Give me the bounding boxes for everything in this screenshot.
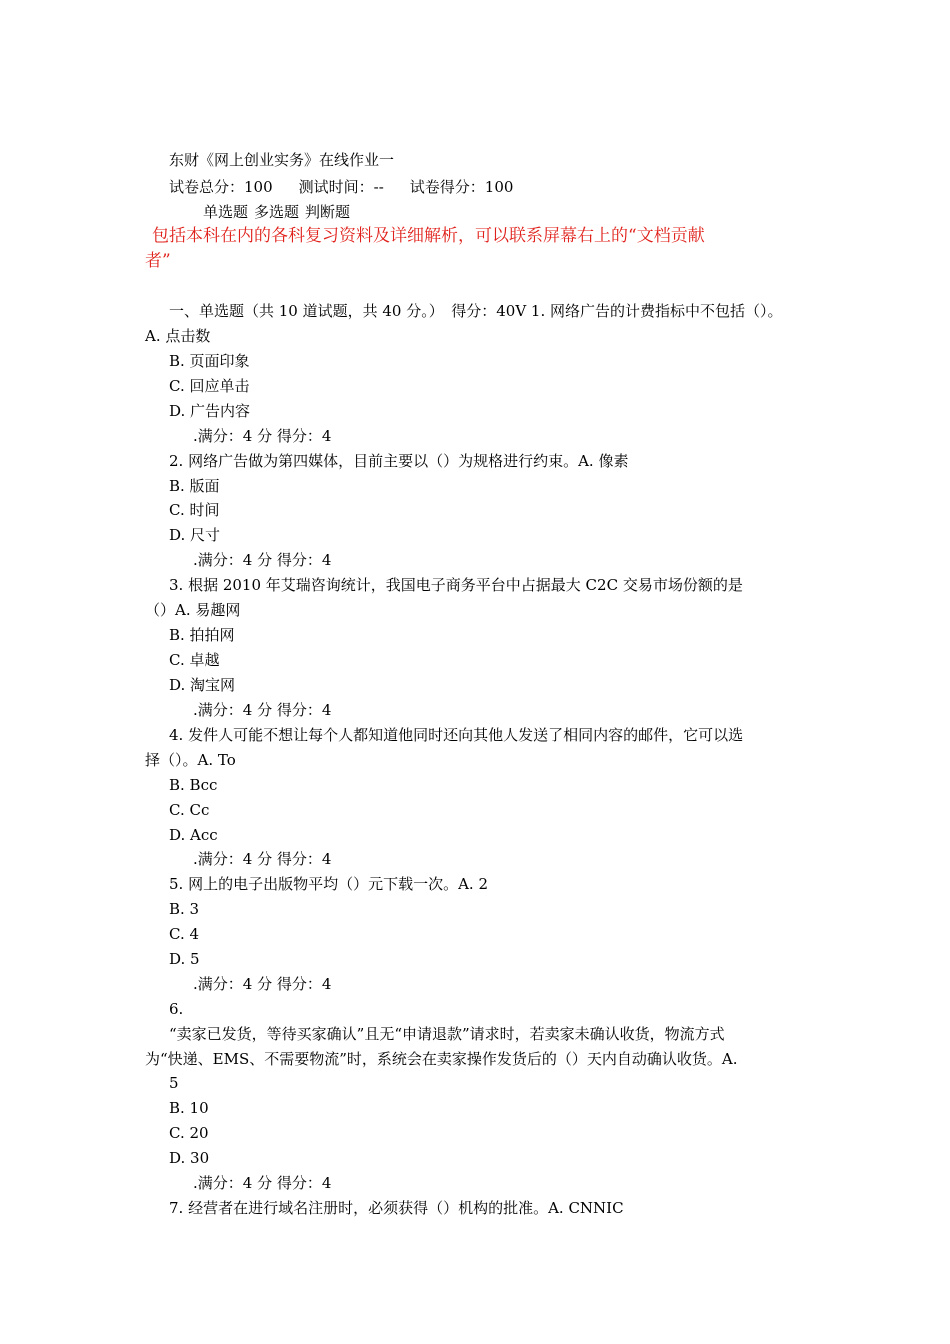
question-line: “卖家已发货，等待买家确认”且无“申请退款”请求时，若卖家未确认收货，物流方式 (169, 1025, 725, 1043)
question-line: .满分：4 分 得分：4 (193, 850, 332, 868)
question-line: 4. 发件人可能不想让每个人都知道他同时还向其他人发送了相同内容的邮件，它可以选 (169, 726, 744, 744)
question-line: C. Cc (169, 801, 210, 819)
question-line: B. 10 (169, 1099, 209, 1117)
question-line: B. 版面 (169, 477, 220, 495)
question-line: C. 20 (169, 1124, 209, 1142)
question-line: D. 5 (169, 950, 200, 968)
exam-info-row (169, 177, 513, 197)
question-line: .满分：4 分 得分：4 (193, 1174, 332, 1192)
tab-single-choice[interactable]: 单选题 (203, 203, 249, 221)
question-line: D. 30 (169, 1149, 210, 1167)
section-heading: 一、单选题（共 10 道试题，共 40 分。） 得分：40V 1. 网络广告的计费指标中不包括（）。 (169, 302, 783, 320)
question-line: 5. 网上的电子出版物平均（）元下载一次。A. 2 (169, 875, 488, 893)
question-line: D. Acc (169, 826, 218, 844)
question-line: B. 拍拍网 (169, 626, 235, 644)
question-line: D. 淘宝网 (169, 676, 236, 694)
question-line: A. 点击数 (145, 327, 211, 345)
total-score: 试卷总分：100 (169, 178, 273, 196)
question-line: D. 广告内容 (169, 402, 251, 420)
question-line: 7. 经营者在进行域名注册时，必须获得（）机构的批准。A. CNNIC (169, 1199, 624, 1217)
question-line: （）A. 易趣网 (145, 601, 241, 619)
exam-score: 试卷得分：100 (409, 178, 514, 196)
tab-true-false[interactable]: 判断题 (305, 203, 351, 221)
question-line: D. 尺寸 (169, 526, 221, 544)
question-line: 择（）。A. To (145, 751, 236, 769)
notice-line-2: 者” (145, 251, 171, 271)
page-title: 东财《网上创业实务》在线作业一 (169, 151, 395, 169)
question-line: 为“快递、EMS、不需要物流”时，系统会在卖家操作发货后的（）天内自动确认收货。A. (145, 1050, 738, 1068)
question-line: 6. (169, 1000, 184, 1018)
notice-line-1: 包括本科在内的各科复习资料及详细解析，可以联系屏幕右上的“文档贡献 (152, 226, 705, 246)
question-line: C. 4 (169, 925, 200, 943)
question-line: .满分：4 分 得分：4 (193, 701, 332, 719)
question-line: B. 3 (169, 900, 200, 918)
question-type-tabs (203, 202, 350, 222)
question-line: 2. 网络广告做为第四媒体，目前主要以（）为规格进行约束。A. 像素 (169, 452, 629, 470)
test-time: 测试时间：-- (298, 178, 384, 196)
question-line: .满分：4 分 得分：4 (193, 975, 332, 993)
question-line: B. 页面印象 (169, 352, 250, 370)
question-line: C. 回应单击 (169, 377, 250, 395)
question-line: C. 卓越 (169, 651, 220, 669)
question-line: 5 (169, 1074, 179, 1092)
question-line: C. 时间 (169, 501, 220, 519)
question-line: .满分：4 分 得分：4 (193, 551, 332, 569)
question-line: .满分：4 分 得分：4 (193, 427, 332, 445)
question-line: B. Bcc (169, 776, 218, 794)
tab-multiple-choice[interactable]: 多选题 (254, 203, 300, 221)
question-line: 3. 根据 2010 年艾瑞咨询统计，我国电子商务平台中占据最大 C2C 交易市场份额的是 (169, 576, 743, 594)
